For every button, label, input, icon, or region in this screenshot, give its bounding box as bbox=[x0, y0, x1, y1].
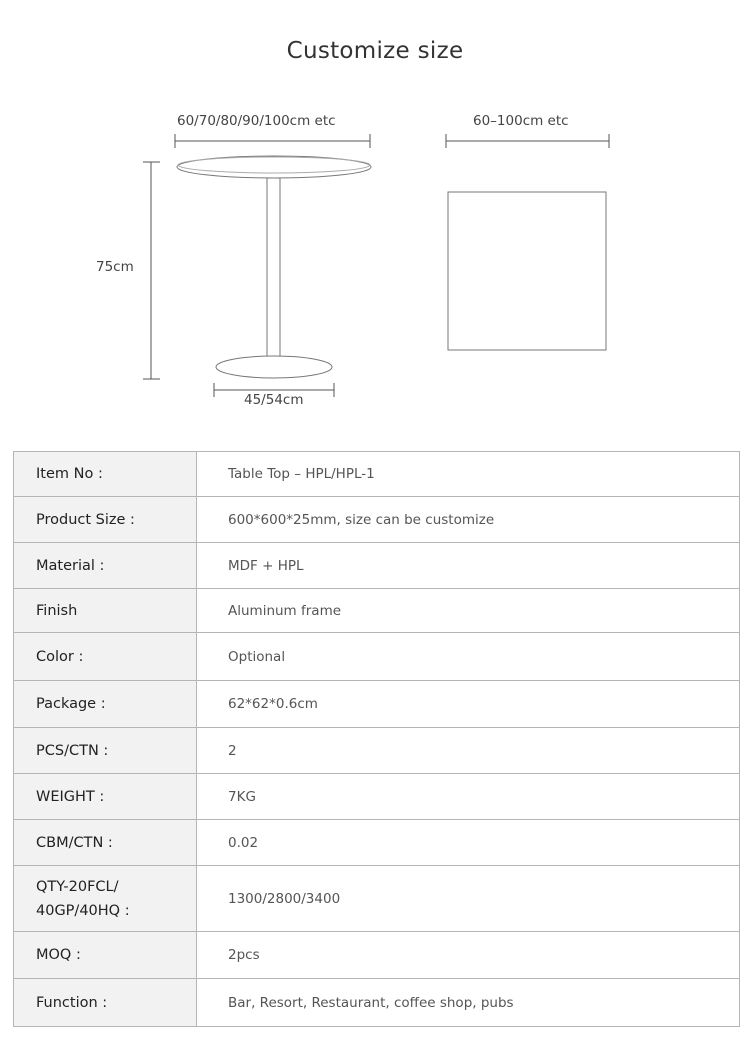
spec-value: 2pcs bbox=[197, 932, 740, 979]
square-width-label: 60–100cm etc bbox=[473, 113, 569, 129]
spec-label: Item No : bbox=[14, 452, 197, 497]
spec-label: WEIGHT : bbox=[14, 774, 197, 820]
round-table-drawing bbox=[177, 156, 371, 378]
table-row bbox=[14, 543, 740, 589]
size-diagram bbox=[0, 100, 750, 420]
spec-label: Material : bbox=[14, 543, 197, 589]
base-width-label: 45/54cm bbox=[244, 392, 304, 408]
spec-value: 2 bbox=[197, 728, 740, 774]
height-label: 75cm bbox=[96, 259, 134, 275]
table-row bbox=[14, 774, 740, 820]
spec-label: QTY-20FCL/ 40GP/40HQ : bbox=[14, 866, 197, 932]
spec-value: 1300/2800/3400 bbox=[197, 866, 740, 932]
spec-label: Product Size : bbox=[14, 497, 197, 543]
spec-value: 600*600*25mm, size can be customize bbox=[197, 497, 740, 543]
spec-label: Package : bbox=[14, 681, 197, 728]
spec-label: CBM/CTN : bbox=[14, 820, 197, 866]
table-row bbox=[14, 820, 740, 866]
table-row bbox=[14, 452, 740, 497]
page-title: Customize size bbox=[286, 38, 464, 64]
spec-value: MDF + HPL bbox=[197, 543, 740, 589]
table-row bbox=[14, 589, 740, 633]
spec-value: Aluminum frame bbox=[197, 589, 740, 633]
table-row bbox=[14, 497, 740, 543]
table-row bbox=[14, 866, 740, 932]
table-row bbox=[14, 979, 740, 1027]
table-row bbox=[14, 681, 740, 728]
spec-value: Optional bbox=[197, 633, 740, 681]
spec-value: 7KG bbox=[197, 774, 740, 820]
spec-table bbox=[13, 451, 740, 1027]
square-table-drawing bbox=[448, 192, 606, 350]
spec-value: Bar, Resort, Restaurant, coffee shop, pubs bbox=[197, 979, 740, 1027]
spec-value: 62*62*0.6cm bbox=[197, 681, 740, 728]
spec-value: Table Top – HPL/HPL-1 bbox=[197, 452, 740, 497]
spec-label: MOQ : bbox=[14, 932, 197, 979]
table-row bbox=[14, 633, 740, 681]
spec-value: 0.02 bbox=[197, 820, 740, 866]
spec-label: PCS/CTN : bbox=[14, 728, 197, 774]
table-row bbox=[14, 932, 740, 979]
spec-label: Function : bbox=[14, 979, 197, 1027]
spec-label: Color : bbox=[14, 633, 197, 681]
top-width-label: 60/70/80/90/100cm etc bbox=[177, 113, 336, 129]
table-row bbox=[14, 728, 740, 774]
spec-label: Finish bbox=[14, 589, 197, 633]
